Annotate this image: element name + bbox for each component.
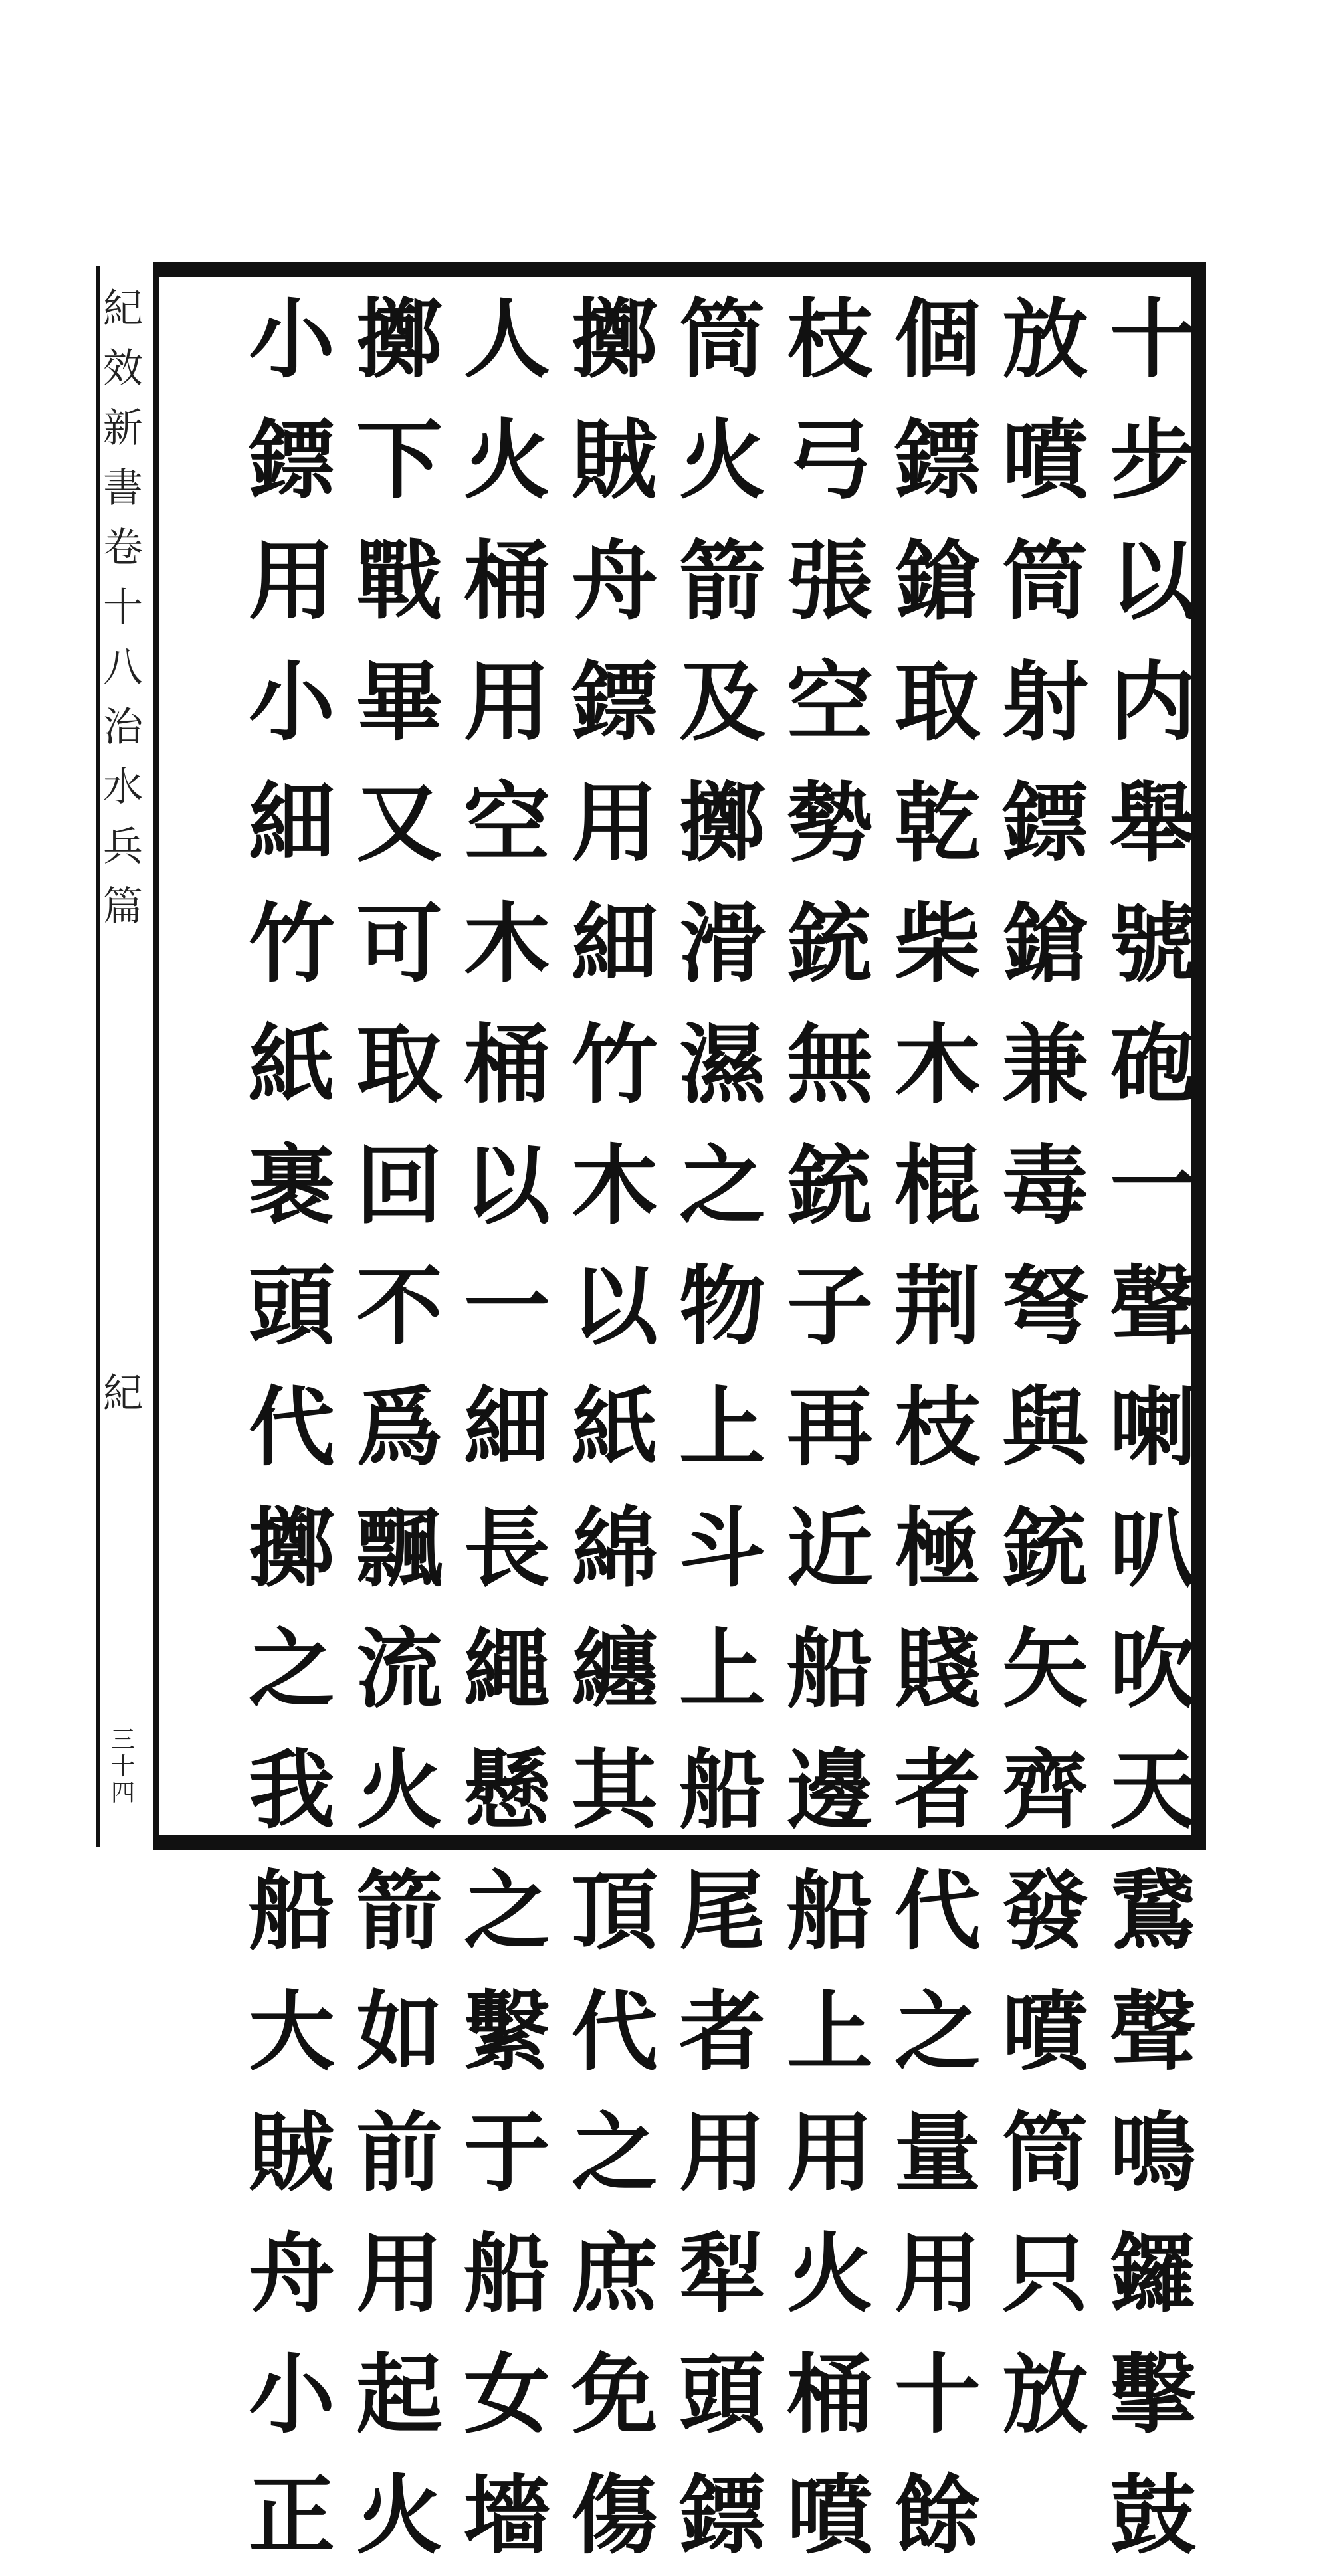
margin-glyph: 新 — [103, 405, 143, 452]
glyph: 鏢 — [571, 651, 658, 753]
text-column-2 — [995, 279, 1095, 2455]
text-column-8 — [350, 279, 449, 2576]
glyph: 船 — [786, 1860, 873, 1962]
glyph: 免 — [571, 2344, 658, 2445]
glyph: 又 — [356, 772, 443, 874]
margin-chapter: 紀 — [103, 1370, 143, 1417]
glyph: 鑼 — [1109, 2223, 1196, 2324]
glyph: 小 — [248, 651, 335, 753]
glyph: 女 — [463, 2344, 550, 2445]
glyph: 發 — [1001, 1860, 1088, 1962]
glyph: 之 — [678, 1135, 766, 1236]
glyph: 柴 — [894, 893, 981, 994]
glyph: 筒 — [1001, 530, 1088, 632]
margin-page-number — [100, 1727, 146, 1807]
glyph: 兼 — [1001, 1014, 1088, 1115]
glyph: 我 — [248, 1739, 335, 1841]
margin-glyph: 紀 — [103, 286, 143, 332]
glyph: 擊 — [1109, 2344, 1196, 2445]
glyph: 用 — [571, 772, 658, 874]
glyph: 十 — [894, 2344, 981, 2445]
glyph: 吹 — [1109, 1618, 1196, 1720]
text-column-1 — [1103, 279, 1203, 2576]
text-column-4 — [780, 279, 880, 2576]
glyph: 前 — [356, 2102, 443, 2203]
glyph: 代 — [248, 1376, 335, 1478]
glyph: 之 — [463, 1860, 550, 1962]
glyph: 放 — [1001, 288, 1088, 390]
glyph: 頂 — [571, 1860, 658, 1962]
glyph: 鎗 — [1001, 893, 1088, 994]
glyph: 如 — [356, 1981, 443, 2082]
glyph: 者 — [678, 1981, 766, 2082]
glyph: 擲 — [678, 772, 766, 874]
glyph: 步 — [1109, 409, 1196, 511]
glyph: 一 — [463, 1255, 550, 1357]
glyph: 聲 — [1109, 1981, 1196, 2082]
glyph: 火 — [786, 2223, 873, 2324]
glyph: 枝 — [894, 1376, 981, 1478]
text-column-6 — [565, 279, 664, 2576]
glyph: 其 — [571, 1739, 658, 1841]
glyph: 細 — [463, 1376, 550, 1478]
glyph: 量 — [894, 2102, 981, 2203]
glyph: 叭 — [1109, 1497, 1196, 1599]
glyph: 噴 — [1001, 409, 1088, 511]
glyph: 船 — [786, 1618, 873, 1720]
page-number-glyph: 三 — [110, 1726, 135, 1754]
glyph: 下 — [356, 409, 443, 511]
glyph: 小 — [248, 288, 335, 390]
glyph: 木 — [894, 1014, 981, 1115]
margin-glyph: 篇 — [103, 883, 143, 930]
text-column-3 — [888, 279, 987, 2576]
glyph: 懸 — [463, 1739, 550, 1841]
glyph: 無 — [786, 1014, 873, 1115]
glyph: 人 — [463, 288, 550, 390]
glyph: 枝 — [786, 288, 873, 390]
glyph: 庶 — [571, 2223, 658, 2324]
text-column-7 — [457, 279, 557, 2576]
glyph: 墻 — [463, 2464, 550, 2566]
glyph: 噴 — [1001, 1981, 1088, 2082]
glyph: 擲 — [571, 288, 658, 390]
glyph: 内 — [1109, 651, 1196, 753]
glyph: 火 — [463, 409, 550, 511]
glyph: 桶 — [463, 1014, 550, 1115]
glyph: 空 — [463, 772, 550, 874]
glyph: 上 — [786, 1981, 873, 2082]
glyph: 紙 — [571, 1376, 658, 1478]
glyph: 賤 — [894, 1618, 981, 1720]
page-number-glyph: 十 — [110, 1753, 135, 1780]
glyph: 之 — [248, 1618, 335, 1720]
glyph: 火 — [356, 1739, 443, 1841]
glyph: 荆 — [894, 1255, 981, 1357]
glyph: 乾 — [894, 772, 981, 874]
margin-glyph: 效 — [103, 345, 143, 392]
glyph: 鏢 — [894, 409, 981, 511]
glyph: 以 — [1109, 530, 1196, 632]
glyph: 十 — [1109, 288, 1196, 390]
glyph: 代 — [894, 1860, 981, 1962]
glyph: 矢 — [1001, 1618, 1088, 1720]
glyph: 再 — [786, 1376, 873, 1478]
glyph: 火 — [678, 409, 766, 511]
glyph: 木 — [463, 893, 550, 994]
glyph: 紙 — [248, 1014, 335, 1115]
glyph: 弩 — [1001, 1255, 1088, 1357]
glyph: 竹 — [571, 1014, 658, 1115]
glyph: 齊 — [1001, 1739, 1088, 1841]
glyph: 毒 — [1001, 1135, 1088, 1236]
margin-glyph: 卷 — [103, 525, 143, 571]
glyph: 餘 — [894, 2464, 981, 2566]
glyph: 綿 — [571, 1497, 658, 1599]
glyph: 銃 — [786, 893, 873, 994]
glyph: 頭 — [248, 1255, 335, 1357]
glyph: 飄 — [356, 1497, 443, 1599]
glyph: 之 — [894, 1981, 981, 2082]
glyph: 于 — [463, 2102, 550, 2203]
glyph: 近 — [786, 1497, 873, 1599]
page-number-glyph: 四 — [110, 1780, 135, 1807]
glyph: 鵞 — [1109, 1860, 1196, 1962]
glyph: 戰 — [356, 530, 443, 632]
glyph: 用 — [356, 2223, 443, 2324]
glyph: 鼓 — [1109, 2464, 1196, 2566]
glyph: 砲 — [1109, 1014, 1196, 1115]
text-column-9 — [242, 279, 342, 2576]
margin-glyph: 水 — [103, 764, 143, 810]
glyph: 鎗 — [894, 530, 981, 632]
glyph: 濕 — [678, 1014, 766, 1115]
glyph: 一 — [1109, 1135, 1196, 1236]
glyph: 可 — [356, 893, 443, 994]
glyph: 張 — [786, 530, 873, 632]
glyph: 不 — [356, 1255, 443, 1357]
glyph: 子 — [786, 1255, 873, 1357]
glyph: 以 — [463, 1135, 550, 1236]
glyph: 弓 — [786, 409, 873, 511]
glyph: 竹 — [248, 893, 335, 994]
glyph: 勢 — [786, 772, 873, 874]
glyph: 擲 — [248, 1497, 335, 1599]
glyph: 船 — [678, 1739, 766, 1841]
glyph: 棍 — [894, 1135, 981, 1236]
glyph: 裹 — [248, 1135, 335, 1236]
glyph: 筒 — [1001, 2102, 1088, 2203]
glyph: 上 — [678, 1376, 766, 1478]
glyph: 犁 — [678, 2223, 766, 2324]
glyph: 放 — [1001, 2344, 1088, 2445]
glyph: 滑 — [678, 893, 766, 994]
margin-glyph: 兵 — [103, 824, 143, 870]
glyph: 傷 — [571, 2464, 658, 2566]
margin-glyph: 書 — [103, 465, 143, 511]
glyph: 筒 — [678, 288, 766, 390]
glyph: 物 — [678, 1255, 766, 1357]
glyph: 小 — [248, 2344, 335, 2445]
glyph: 木 — [571, 1135, 658, 1236]
glyph: 舉 — [1109, 772, 1196, 874]
glyph: 取 — [356, 1014, 443, 1115]
glyph: 用 — [678, 2102, 766, 2203]
glyph: 噴 — [786, 2464, 873, 2566]
glyph: 鏢 — [248, 409, 335, 511]
glyph: 火 — [356, 2464, 443, 2566]
glyph: 桶 — [463, 530, 550, 632]
glyph: 空 — [786, 651, 873, 753]
text-column-5 — [672, 279, 772, 2576]
glyph: 細 — [571, 893, 658, 994]
margin-glyph: 治 — [103, 704, 143, 751]
glyph: 船 — [463, 2223, 550, 2324]
glyph: 射 — [1001, 651, 1088, 753]
glyph: 繫 — [463, 1981, 550, 2082]
glyph: 鳴 — [1109, 2102, 1196, 2203]
glyph: 舟 — [571, 530, 658, 632]
glyph: 纏 — [571, 1618, 658, 1720]
glyph: 起 — [356, 2344, 443, 2445]
glyph: 之 — [571, 2102, 658, 2203]
glyph: 鏢 — [678, 2464, 766, 2566]
margin-glyph: 十 — [103, 585, 143, 631]
glyph: 個 — [894, 288, 981, 390]
glyph: 流 — [356, 1618, 443, 1720]
glyph: 號 — [1109, 893, 1196, 994]
glyph: 爲 — [356, 1376, 443, 1478]
glyph: 銃 — [1001, 1497, 1088, 1599]
glyph: 極 — [894, 1497, 981, 1599]
glyph: 用 — [463, 651, 550, 753]
glyph: 長 — [463, 1497, 550, 1599]
glyph: 船 — [248, 1860, 335, 1962]
glyph: 代 — [571, 1981, 658, 2082]
glyph: 大 — [248, 1981, 335, 2082]
glyph: 頭 — [678, 2344, 766, 2445]
glyph: 畢 — [356, 651, 443, 753]
glyph: 尾 — [678, 1860, 766, 1962]
glyph: 用 — [894, 2223, 981, 2324]
glyph: 者 — [894, 1739, 981, 1841]
glyph: 以 — [571, 1255, 658, 1357]
glyph: 擲 — [356, 288, 443, 390]
glyph: 銃 — [786, 1135, 873, 1236]
glyph: 細 — [248, 772, 335, 874]
glyph: 回 — [356, 1135, 443, 1236]
glyph: 上 — [678, 1618, 766, 1720]
glyph: 與 — [1001, 1376, 1088, 1478]
margin-title — [100, 279, 146, 937]
glyph: 只 — [1001, 2223, 1088, 2324]
glyph: 繩 — [463, 1618, 550, 1720]
glyph: 鏢 — [1001, 772, 1088, 874]
glyph: 取 — [894, 651, 981, 753]
glyph: 喇 — [1109, 1376, 1196, 1478]
glyph: 正 — [248, 2464, 335, 2566]
glyph: 用 — [248, 530, 335, 632]
glyph: 舟 — [248, 2223, 335, 2324]
glyph: 箭 — [678, 530, 766, 632]
glyph: 邊 — [786, 1739, 873, 1841]
glyph: 箭 — [356, 1860, 443, 1962]
glyph: 賊 — [571, 409, 658, 511]
glyph: 斗 — [678, 1497, 766, 1599]
glyph: 桶 — [786, 2344, 873, 2445]
glyph: 賊 — [248, 2102, 335, 2203]
glyph: 用 — [786, 2102, 873, 2203]
margin-glyph: 八 — [103, 644, 143, 691]
glyph: 天 — [1109, 1739, 1196, 1841]
glyph: 聲 — [1109, 1255, 1196, 1357]
glyph: 及 — [678, 651, 766, 753]
